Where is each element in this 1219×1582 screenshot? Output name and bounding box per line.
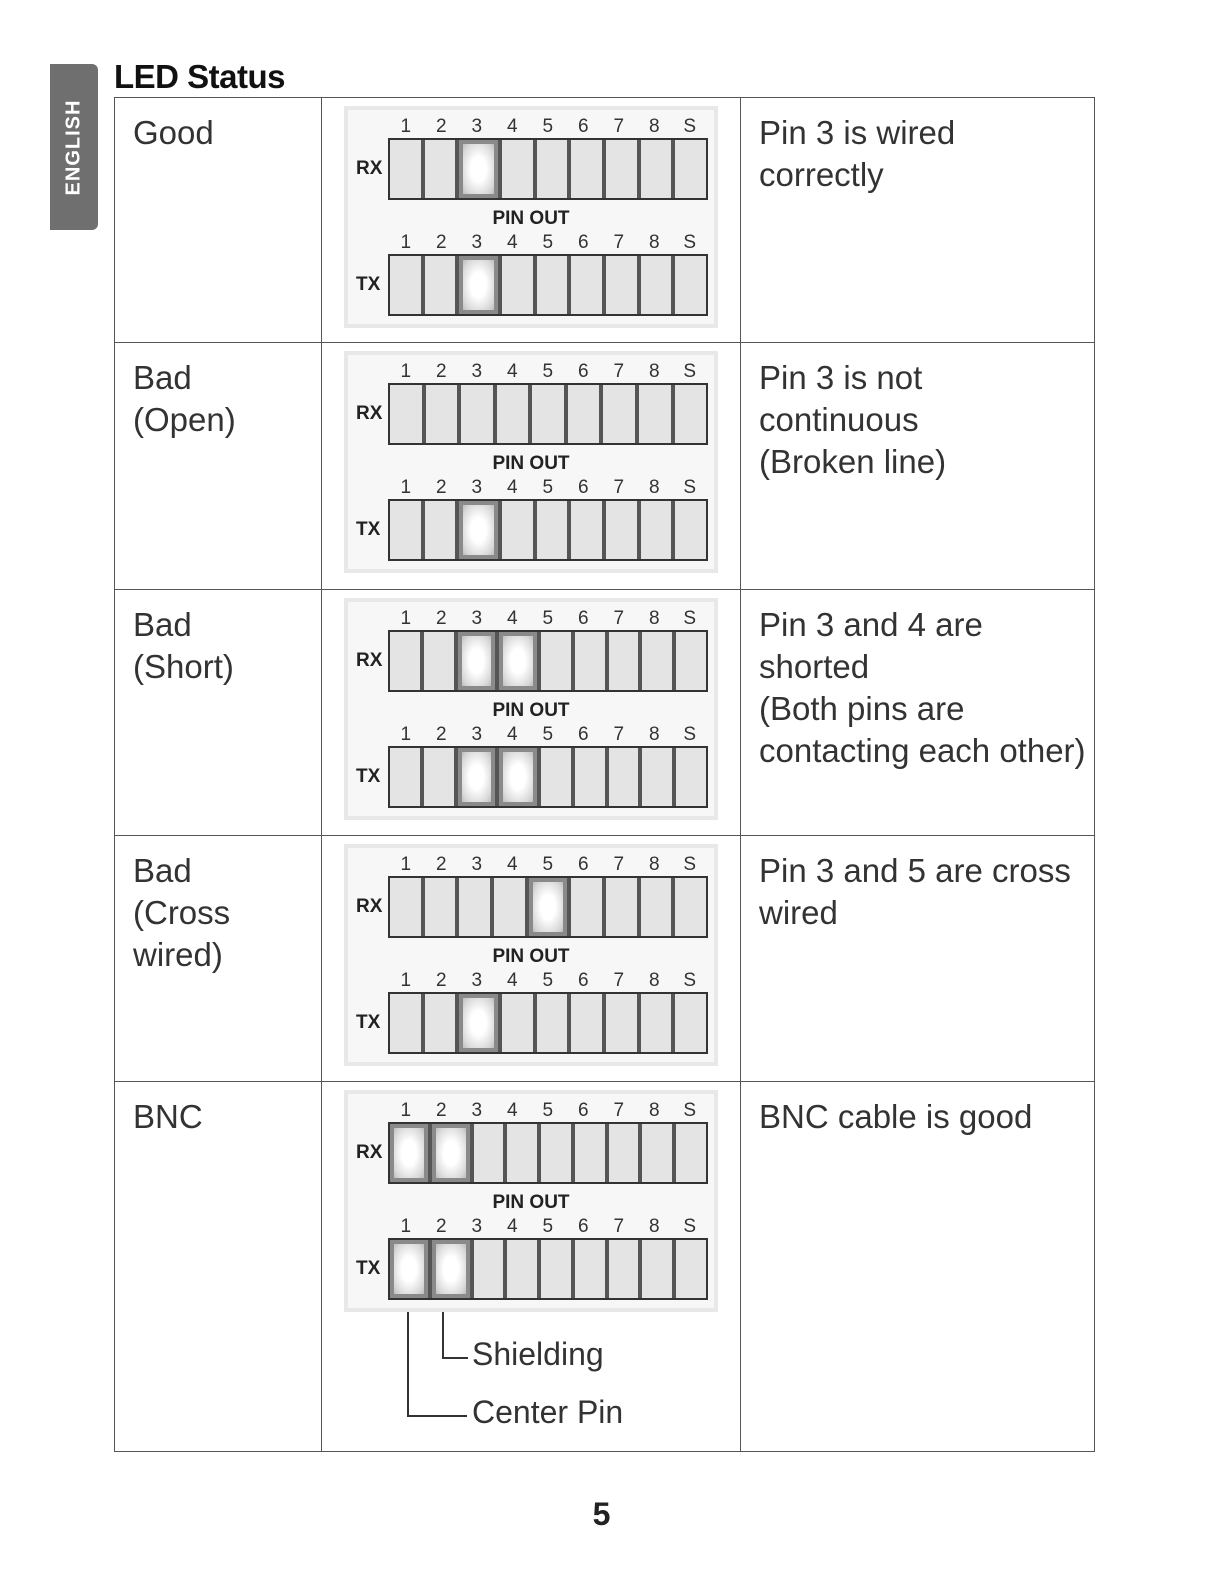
pin-number: 4 xyxy=(506,477,518,498)
status-label: Bad (Short) xyxy=(133,606,234,685)
pin-number: S xyxy=(683,1100,697,1121)
led-off xyxy=(676,632,706,690)
rx-pin-numbers xyxy=(388,361,708,381)
led-off xyxy=(541,748,571,806)
status-label: Good xyxy=(133,114,214,151)
status-label-cell xyxy=(115,1082,322,1452)
rx-pin-numbers xyxy=(388,854,708,874)
led-off xyxy=(537,140,568,198)
led-off xyxy=(675,256,706,314)
pin-number: S xyxy=(683,477,697,498)
led-off xyxy=(425,256,456,314)
led-lit xyxy=(499,632,537,690)
led-off xyxy=(537,994,568,1052)
pin-number: 4 xyxy=(506,1100,518,1121)
rx-label: RX xyxy=(356,650,383,671)
pin-number: 6 xyxy=(577,854,589,875)
pin-number: 1 xyxy=(400,1216,412,1237)
tx-label: TX xyxy=(356,766,381,787)
pin-number: 6 xyxy=(577,608,589,629)
shielding-label: Shielding xyxy=(472,1336,604,1372)
tx-pin-numbers xyxy=(388,970,708,990)
pin-number: S xyxy=(683,361,697,382)
pin-number: 1 xyxy=(400,854,412,875)
rx-pin-numbers xyxy=(388,608,708,628)
pin-number: 3 xyxy=(471,361,483,382)
tx-label: TX xyxy=(356,1012,381,1033)
tx-led-strip xyxy=(388,992,708,1054)
led-off xyxy=(390,994,421,1052)
pin-number: 8 xyxy=(648,477,660,498)
led-off xyxy=(502,994,533,1052)
led-off xyxy=(642,632,672,690)
status-description-cell xyxy=(741,590,1095,836)
led-lit xyxy=(432,1240,470,1298)
pin-out-label: PIN OUT xyxy=(492,1192,570,1213)
led-off xyxy=(424,632,454,690)
led-off xyxy=(494,878,525,936)
pin-number: 5 xyxy=(542,970,554,991)
led-panel xyxy=(344,351,718,573)
pin-number: 8 xyxy=(648,854,660,875)
led-off xyxy=(390,385,422,443)
rx-label: RX xyxy=(356,896,383,917)
led-panel-cell xyxy=(322,98,741,343)
led-off xyxy=(502,501,533,559)
tx-label: TX xyxy=(356,1258,381,1279)
pin-number: 2 xyxy=(435,361,447,382)
led-lit xyxy=(459,994,498,1052)
pin-number: 2 xyxy=(435,116,447,137)
led-lit xyxy=(459,501,498,559)
pin-number: 2 xyxy=(435,1100,447,1121)
led-off xyxy=(390,878,421,936)
pin-number: 3 xyxy=(471,116,483,137)
rx-label: RX xyxy=(356,1142,383,1163)
status-description: BNC cable is good xyxy=(759,1098,1033,1135)
led-off xyxy=(606,878,637,936)
tx-pin-numbers xyxy=(388,232,708,252)
led-off xyxy=(609,748,639,806)
status-description-cell xyxy=(741,1082,1095,1452)
led-off xyxy=(502,140,533,198)
tx-label: TX xyxy=(356,274,381,295)
pin-out-label: PIN OUT xyxy=(492,453,570,474)
led-off xyxy=(541,1124,571,1182)
rx-led-strip xyxy=(388,876,708,938)
status-label-cell xyxy=(115,98,322,343)
led-off xyxy=(642,748,672,806)
led-off xyxy=(425,994,456,1052)
led-lit xyxy=(459,140,498,198)
led-off xyxy=(459,878,490,936)
led-off xyxy=(474,1240,504,1298)
tx-pin-numbers xyxy=(388,1216,708,1236)
status-description: Pin 3 and 4 are shorted (Both pins are contacting each other) xyxy=(759,606,1086,769)
pin-number: 5 xyxy=(542,724,554,745)
status-label: BNC xyxy=(133,1098,203,1135)
rx-led-strip xyxy=(388,1122,708,1184)
pin-number: 2 xyxy=(435,232,447,253)
pin-number: S xyxy=(683,116,697,137)
tx-led-strip xyxy=(388,1238,708,1300)
led-off xyxy=(571,878,602,936)
led-off xyxy=(390,140,421,198)
tx-label: TX xyxy=(356,519,381,540)
pin-number: 5 xyxy=(542,854,554,875)
pin-number: 6 xyxy=(577,116,589,137)
pin-number: 4 xyxy=(506,854,518,875)
shielding-leader xyxy=(442,1312,444,1358)
led-off xyxy=(642,1124,672,1182)
status-label-cell xyxy=(115,836,322,1082)
led-off xyxy=(641,140,672,198)
tx-pin-numbers xyxy=(388,724,708,744)
pin-number: S xyxy=(683,970,697,991)
led-panel xyxy=(344,598,718,820)
led-off xyxy=(537,501,568,559)
status-description-cell xyxy=(741,98,1095,343)
led-off xyxy=(532,385,564,443)
led-off xyxy=(571,256,602,314)
led-off xyxy=(675,140,706,198)
tx-pin-numbers xyxy=(388,477,708,497)
pin-number: 1 xyxy=(400,608,412,629)
led-panel xyxy=(344,106,718,328)
led-off xyxy=(641,256,672,314)
status-description-cell xyxy=(741,836,1095,1082)
pin-number: 3 xyxy=(471,608,483,629)
pin-number: 6 xyxy=(577,970,589,991)
pin-number: 1 xyxy=(400,1100,412,1121)
led-off xyxy=(507,1240,537,1298)
rx-pin-numbers xyxy=(388,116,708,136)
led-off xyxy=(603,385,635,443)
led-off xyxy=(606,140,637,198)
pin-number: 3 xyxy=(471,232,483,253)
center-pin-leader xyxy=(407,1415,467,1417)
pin-number: 8 xyxy=(648,970,660,991)
pin-number: 5 xyxy=(542,1100,554,1121)
pin-number: 7 xyxy=(613,1100,625,1121)
led-off xyxy=(609,632,639,690)
led-off xyxy=(390,256,421,314)
led-status-table xyxy=(114,97,1095,1452)
pin-number: S xyxy=(683,608,697,629)
pin-number: 1 xyxy=(400,232,412,253)
led-panel-cell xyxy=(322,343,741,590)
status-description: Pin 3 is not continuous (Broken line) xyxy=(759,359,947,480)
pin-number: 4 xyxy=(506,116,518,137)
pin-number: S xyxy=(683,854,697,875)
language-tab xyxy=(50,64,98,230)
pin-number: 8 xyxy=(648,361,660,382)
led-off xyxy=(390,748,420,806)
pin-number: 3 xyxy=(471,970,483,991)
pin-number: 1 xyxy=(400,970,412,991)
pin-number: 7 xyxy=(613,477,625,498)
status-label: Bad (Open) xyxy=(133,359,236,438)
pin-number: 7 xyxy=(613,970,625,991)
pin-number: 7 xyxy=(613,854,625,875)
pin-number: 1 xyxy=(400,477,412,498)
led-lit xyxy=(499,748,537,806)
pin-number: 6 xyxy=(577,724,589,745)
status-row xyxy=(115,98,1095,343)
pin-number: 5 xyxy=(542,116,554,137)
led-off xyxy=(575,1240,605,1298)
pin-number: 7 xyxy=(613,608,625,629)
led-lit xyxy=(458,748,496,806)
led-off xyxy=(390,632,420,690)
shielding-leader xyxy=(442,1357,468,1359)
led-panel xyxy=(344,844,718,1066)
pin-number: 2 xyxy=(435,608,447,629)
led-off xyxy=(675,994,706,1052)
led-off xyxy=(606,994,637,1052)
pin-number: 8 xyxy=(648,1216,660,1237)
led-off xyxy=(568,385,600,443)
pin-number: 8 xyxy=(648,724,660,745)
led-off xyxy=(575,632,605,690)
led-lit xyxy=(459,256,498,314)
led-panel-cell xyxy=(322,1082,741,1452)
led-off xyxy=(425,501,456,559)
status-label-cell xyxy=(115,343,322,590)
led-off xyxy=(537,256,568,314)
led-off xyxy=(606,501,637,559)
pin-number: 3 xyxy=(471,724,483,745)
led-off xyxy=(575,1124,605,1182)
led-off xyxy=(571,994,602,1052)
led-off xyxy=(541,1240,571,1298)
center-pin-label: Center Pin xyxy=(472,1394,624,1430)
status-row xyxy=(115,343,1095,590)
led-lit xyxy=(432,1124,470,1182)
pin-number: 5 xyxy=(542,608,554,629)
led-off xyxy=(606,256,637,314)
pin-out-label: PIN OUT xyxy=(492,208,570,229)
pin-number: 4 xyxy=(506,724,518,745)
status-description: Pin 3 and 5 are cross wired xyxy=(759,852,1071,931)
pin-number: 1 xyxy=(400,361,412,382)
rx-led-strip xyxy=(388,630,708,692)
led-off xyxy=(676,1240,706,1298)
led-off xyxy=(425,140,456,198)
pin-out-label: PIN OUT xyxy=(492,700,570,721)
led-off xyxy=(426,385,458,443)
pin-number: 6 xyxy=(577,361,589,382)
led-lit xyxy=(458,632,496,690)
led-off xyxy=(424,748,454,806)
led-off xyxy=(461,385,493,443)
pin-number: 3 xyxy=(471,477,483,498)
pin-number: 4 xyxy=(506,361,518,382)
pin-number: 8 xyxy=(648,608,660,629)
led-off xyxy=(676,1124,706,1182)
status-row xyxy=(115,1082,1095,1452)
pin-out-label: PIN OUT xyxy=(492,946,570,967)
rx-led-strip xyxy=(388,138,708,200)
rx-led-strip xyxy=(388,383,708,445)
pin-number: 5 xyxy=(542,361,554,382)
led-off xyxy=(541,632,571,690)
led-panel-cell xyxy=(322,836,741,1082)
pin-number: 6 xyxy=(577,1216,589,1237)
status-description-cell xyxy=(741,343,1095,590)
status-row xyxy=(115,590,1095,836)
led-off xyxy=(675,385,707,443)
led-off xyxy=(675,501,706,559)
led-off xyxy=(474,1124,504,1182)
pin-number: 5 xyxy=(542,477,554,498)
led-off xyxy=(675,878,706,936)
pin-number: 7 xyxy=(613,361,625,382)
led-panel xyxy=(344,1090,718,1312)
rx-pin-numbers xyxy=(388,1100,708,1120)
rx-label: RX xyxy=(356,403,383,424)
led-lit xyxy=(390,1240,428,1298)
led-off xyxy=(639,385,671,443)
pin-number: 6 xyxy=(577,1100,589,1121)
pin-number: 7 xyxy=(613,724,625,745)
tx-led-strip xyxy=(388,746,708,808)
pin-number: 8 xyxy=(648,1100,660,1121)
tx-led-strip xyxy=(388,499,708,561)
led-panel-cell xyxy=(322,590,741,836)
led-off xyxy=(609,1124,639,1182)
led-off xyxy=(571,140,602,198)
pin-number: 4 xyxy=(506,232,518,253)
pin-number: S xyxy=(683,232,697,253)
language-tab-label: ENGLISH xyxy=(62,99,85,195)
led-lit xyxy=(529,878,568,936)
led-off xyxy=(642,1240,672,1298)
led-off xyxy=(507,1124,537,1182)
pin-number: S xyxy=(683,724,697,745)
pin-number: 2 xyxy=(435,724,447,745)
pin-number: 1 xyxy=(400,724,412,745)
pin-number: 6 xyxy=(577,477,589,498)
status-label-cell xyxy=(115,590,322,836)
pin-number: S xyxy=(683,1216,697,1237)
pin-number: 7 xyxy=(613,1216,625,1237)
pin-number: 2 xyxy=(435,970,447,991)
led-off xyxy=(497,385,529,443)
page-number: 5 xyxy=(592,1496,611,1532)
led-off xyxy=(502,256,533,314)
pin-number: 2 xyxy=(435,1216,447,1237)
led-off xyxy=(641,878,672,936)
status-row xyxy=(115,836,1095,1082)
pin-number: 3 xyxy=(471,1216,483,1237)
status-label: Bad (Cross wired) xyxy=(133,852,231,973)
bnc-callouts xyxy=(344,1312,740,1432)
pin-number: 8 xyxy=(648,116,660,137)
led-off xyxy=(641,994,672,1052)
pin-number: 4 xyxy=(506,608,518,629)
pin-number: 2 xyxy=(435,854,447,875)
pin-number: 5 xyxy=(542,232,554,253)
rx-label: RX xyxy=(356,158,383,179)
led-lit xyxy=(390,1124,428,1182)
section-title: LED Status xyxy=(114,58,286,95)
tx-led-strip xyxy=(388,254,708,316)
led-off xyxy=(575,748,605,806)
led-off xyxy=(676,748,706,806)
pin-number: 5 xyxy=(542,1216,554,1237)
led-off xyxy=(609,1240,639,1298)
pin-number: 4 xyxy=(506,970,518,991)
center-pin-leader xyxy=(407,1312,409,1416)
status-description: Pin 3 is wired correctly xyxy=(759,114,956,193)
pin-number: 2 xyxy=(435,477,447,498)
pin-number: 8 xyxy=(648,232,660,253)
pin-number: 6 xyxy=(577,232,589,253)
pin-number: 1 xyxy=(400,116,412,137)
led-off xyxy=(425,878,456,936)
led-off xyxy=(641,501,672,559)
pin-number: 4 xyxy=(506,1216,518,1237)
pin-number: 7 xyxy=(613,232,625,253)
pin-number: 3 xyxy=(471,1100,483,1121)
led-off xyxy=(571,501,602,559)
led-off xyxy=(390,501,421,559)
pin-number: 7 xyxy=(613,116,625,137)
pin-number: 3 xyxy=(471,854,483,875)
